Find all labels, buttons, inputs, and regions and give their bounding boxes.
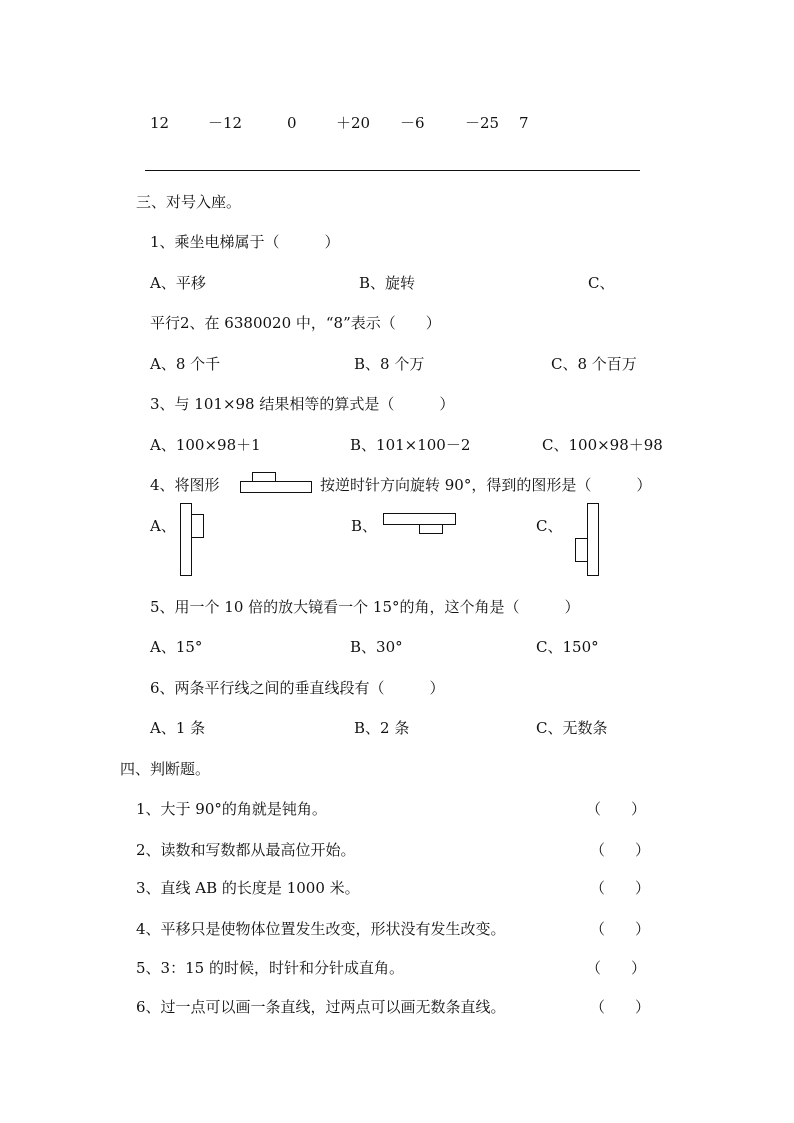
- number-12: 12: [150, 114, 170, 132]
- option-c-long-rect: [587, 503, 599, 576]
- section3-title: 三、对号入座。: [136, 193, 242, 211]
- q2-stem: 平行2、在 6380020 中，“8”表示（ ）: [150, 314, 441, 332]
- number-neg25: －25: [465, 114, 500, 132]
- judge-item-3: 3、直线 AB 的长度是 1000 米。: [136, 879, 360, 897]
- number-7: 7: [519, 114, 529, 132]
- q4-source-shape: [240, 472, 312, 494]
- q4-option-a: A、: [150, 517, 176, 535]
- q3-option-a: A、100×98＋1: [150, 436, 261, 454]
- q3-stem: 3、与 101×98 结果相等的算式是（ ）: [150, 395, 455, 413]
- q4-option-c: C、: [536, 517, 563, 535]
- q1-option-a: A、平移: [150, 274, 206, 292]
- q1-option-b: B、旋转: [359, 274, 416, 292]
- source-shape-long-rect: [240, 481, 312, 493]
- q4-stem-before: 4、将图形: [150, 476, 220, 494]
- q5-option-b: B、30°: [350, 638, 403, 656]
- q2-option-c: C、8 个百万: [551, 355, 637, 373]
- judge-item-5: 5、3：15 的时候，时针和分针成直角。: [136, 959, 404, 977]
- judge-item-1: 1、大于 90°的角就是钝角。: [136, 800, 327, 818]
- section4-title: 四、判断题。: [120, 760, 211, 778]
- number-neg6: －6: [400, 114, 425, 132]
- q1-stem: 1、乘坐电梯属于（ ）: [150, 233, 340, 251]
- judge-item-2: 2、读数和写数都从最高位开始。: [136, 841, 356, 859]
- q4-option-b: B、: [351, 517, 378, 535]
- q4-stem-after: 按逆时针方向旋转 90°，得到的图形是（ ）: [320, 476, 652, 494]
- judge-item-1-paren: （ ）: [586, 800, 647, 818]
- q4-option-c-shape: [575, 503, 601, 576]
- q5-option-c: C、150°: [536, 638, 599, 656]
- q5-option-a: A、15°: [150, 638, 203, 656]
- q3-option-c: C、100×98＋98: [542, 436, 663, 454]
- q4-option-b-shape: [383, 513, 456, 535]
- q5-stem: 5、用一个 10 倍的放大镜看一个 15°的角，这个角是（ ）: [150, 598, 580, 616]
- judge-item-6: 6、过一点可以画一条直线，过两点可以画无数条直线。: [136, 998, 506, 1016]
- answer-line: [145, 170, 640, 171]
- number-neg12: －12: [208, 114, 243, 132]
- judge-item-5-paren: （ ）: [586, 959, 647, 977]
- option-b-small-rect: [419, 524, 443, 534]
- q4-option-a-shape: [180, 503, 206, 576]
- q6-option-b: B、2 条: [354, 719, 410, 737]
- q6-stem: 6、两条平行线之间的垂直线段有（ ）: [150, 679, 445, 697]
- q3-option-b: B、101×100－2: [350, 436, 471, 454]
- number-pos20: ＋20: [336, 114, 371, 132]
- q6-option-c: C、无数条: [536, 719, 608, 737]
- judge-item-4-paren: （ ）: [590, 920, 651, 938]
- q2-option-a: A、8 个千: [150, 355, 221, 373]
- q1-option-c: C、: [588, 274, 615, 292]
- option-a-small-rect: [191, 514, 204, 538]
- q2-option-b: B、8 个万: [354, 355, 425, 373]
- judge-item-3-paren: （ ）: [590, 879, 651, 897]
- judge-item-6-paren: （ ）: [590, 998, 651, 1016]
- number-0: 0: [287, 114, 297, 132]
- q6-option-a: A、1 条: [150, 719, 206, 737]
- judge-item-2-paren: （ ）: [590, 841, 651, 859]
- judge-item-4: 4、平移只是使物体位置发生改变，形状没有发生改变。: [136, 920, 506, 938]
